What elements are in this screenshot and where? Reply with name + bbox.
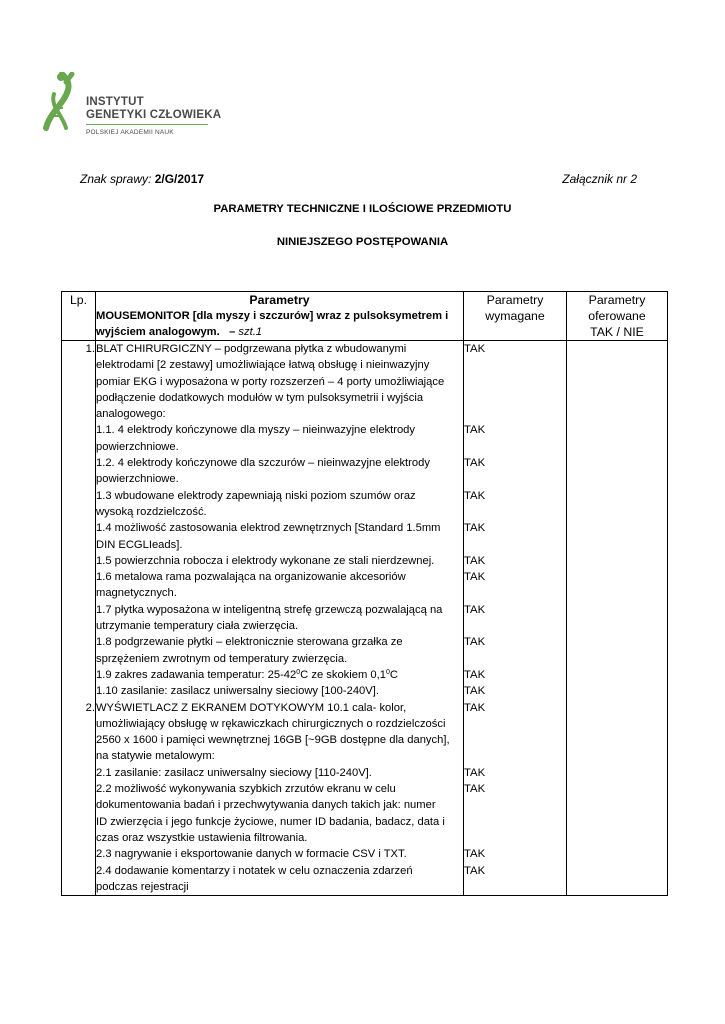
case-label: Znak sprawy:	[80, 172, 155, 186]
description-line: dokumentowania badań i przechwytywania danych takich jak: numer	[96, 799, 436, 812]
logo-divider	[86, 124, 208, 125]
description-line: na statywie metalowym:	[96, 750, 215, 763]
description-line: elektrodami [2 zestawy] umożliwiające łatwą obsługę i nieinwazyjny	[96, 359, 430, 372]
description-line: 2.2 możliwość wykonywania szybkich zrzutów ekranu w celu	[96, 783, 396, 796]
description-line: 1.6 metalowa rama pozwalająca na organizowanie akcesoriów	[96, 571, 406, 584]
required-value	[464, 504, 566, 520]
description-line: powierzchniowe.	[96, 473, 179, 486]
required-value: TAK	[464, 522, 486, 535]
required-value	[464, 651, 566, 667]
required-value	[464, 357, 566, 373]
required-value: TAK	[464, 685, 486, 698]
description-line: pomiar EKG i wyposażona w porty rozszerzeń – 4 porty umożliwiające	[96, 375, 445, 388]
required-value	[464, 814, 566, 830]
required-value	[464, 879, 566, 895]
description-line: podczas rejestracji	[96, 880, 189, 893]
row-numbers	[62, 341, 96, 896]
description-line: 1.3 wbudowane elektrody zapewniają niski poziom szumów oraz	[96, 489, 416, 502]
description-line: sprzężeniem zwrotnym od temperatury zwierzęcia.	[96, 652, 348, 665]
required-value: TAK	[464, 864, 486, 877]
offered-column	[567, 341, 668, 896]
row-number-1: 1.	[85, 343, 95, 355]
required-value: TAK	[464, 489, 486, 502]
required-value	[464, 471, 566, 487]
required-value	[464, 830, 566, 846]
dna-helix-icon	[42, 72, 82, 132]
description-line: 2.1 zasilanie: zasilacz uniwersalny sieciowy [110-240V].	[96, 766, 372, 779]
description-line: 1.10 zasilanie: zasilacz uniwersalny sieciowy [100-240V].	[96, 685, 379, 698]
attachment-label: Załącznik nr 2	[562, 172, 637, 186]
product-name: MOUSEMONITOR [dla myszy i szczurów] wraz z pulsoksymetrem i wyjściem analogowym. – szt.1	[96, 310, 449, 338]
description-line: analogowego:	[96, 408, 166, 421]
description-line: ID zwierzęcia i jego funkcje życiowe, numer ID badania, badacz, data i	[96, 815, 445, 828]
required-value	[464, 439, 566, 455]
description-line: 1.1. 4 elektrody kończynowe dla myszy – nieinwazyjne elektrody	[96, 424, 416, 437]
required-value	[464, 732, 566, 748]
required-value	[464, 390, 566, 406]
description-line: DIN ECGLIeads].	[96, 538, 183, 551]
required-value: TAK	[464, 668, 486, 681]
required-value	[464, 618, 566, 634]
required-value: TAK	[464, 701, 486, 714]
description-line: czas oraz wszystkie ustawienia filtrowania.	[96, 831, 308, 844]
description-line: magnetycznych.	[96, 587, 177, 600]
description-line: powierzchniowe.	[96, 440, 179, 453]
description-line: podłączenie dodatkowych modułów w tym pulsoksymetrii i wyjścia	[96, 391, 424, 404]
quantity: szt.1	[238, 326, 263, 338]
description-column	[96, 341, 464, 896]
col-header-parameters	[96, 292, 464, 341]
required-column	[464, 341, 567, 896]
description-line: utrzymanie temperatury ciała zwierzęcia.	[96, 620, 299, 633]
required-value: TAK	[464, 424, 486, 437]
logo-line-2: GENETYKI CZŁOWIEKA	[86, 109, 222, 121]
required-value: TAK	[464, 636, 486, 649]
required-value: TAK	[464, 571, 486, 584]
col-header-offered: Parametry oferowane TAK / NIE	[567, 292, 668, 341]
description-line: wysoką rozdzielczość.	[96, 505, 207, 518]
col-header-required: Parametry wymagane	[464, 292, 567, 341]
col-header-lp: Lp.	[62, 292, 96, 341]
description-line: 1.7 płytka wyposażona w inteligentną strefę grzewczą pozwalającą na	[96, 603, 443, 616]
required-value: TAK	[464, 457, 486, 470]
required-value	[464, 374, 566, 390]
description-line: 2.3 nagrywanie i eksportowanie danych w formacie CSV i TXT.	[96, 848, 407, 861]
description-line: BLAT CHIRURGICZNY – podgrzewana płytka z wbudowanymi	[96, 343, 407, 355]
row-number-2: 2.	[85, 701, 95, 714]
logo-line-3: POLSKIEJ AKADEMII NAUK	[86, 129, 174, 136]
required-value	[464, 797, 566, 813]
case-reference	[80, 172, 204, 186]
description-line: 1.2. 4 elektrody kończynowe dla szczurów – nieinwazyjne elektrody	[96, 457, 430, 470]
required-value	[464, 537, 566, 553]
description-line: umożliwiający obsługę w rękawiczkach chirurgicznych o rozdzielczości	[96, 717, 446, 730]
logo-line-1: INSTYTUT	[86, 96, 144, 108]
description-line: 2.4 dodawanie komentarzy i notatek w celu oznaczenia zdarzeń	[96, 864, 413, 877]
table-header-row	[62, 292, 668, 341]
description-line: 1.5 powierzchnia robocza i elektrody wykonane ze stali nierdzewnej.	[96, 554, 435, 567]
description-line: 1.4 możliwość zastosowania elektrod zewnętrznych [Standard 1.5mm	[96, 522, 441, 535]
required-value	[464, 585, 566, 601]
required-value: TAK	[464, 766, 486, 779]
description-line: 1.8 podgrzewanie płytki – elektronicznie sterowana grzałka ze	[96, 636, 403, 649]
description-line: 2560 x 1600 i pamięci wewnętrznej 16GB [~9GB dostępne dla danych],	[96, 734, 450, 747]
parameters-title: Parametry	[249, 293, 310, 307]
institute-logo	[42, 72, 242, 134]
document-title-line-2: NINIEJSZEGO POSTĘPOWANIA	[276, 236, 449, 248]
parameters-table	[61, 291, 668, 896]
description-line: 1.9 zakres zadawania temperatur: $25-42^0C$ ze skokiem $0,1^0C$	[96, 668, 398, 681]
description-line: WYŚWIETLACZ Z EKRANEM DOTYKOWYM 10.1 cala- kolor,	[96, 701, 407, 714]
required-value: TAK	[464, 783, 486, 796]
required-value: TAK	[464, 343, 486, 355]
required-value	[464, 748, 566, 764]
required-value: TAK	[464, 603, 486, 616]
table-body-row	[62, 341, 668, 896]
case-number: 2/G/2017	[154, 172, 205, 186]
required-value: TAK	[464, 554, 486, 567]
required-value	[464, 716, 566, 732]
required-value: TAK	[464, 848, 486, 861]
document-title-line-1: PARAMETRY TECHNICZNE I ILOŚCIOWE PRZEDMIOTU	[213, 203, 512, 215]
required-value	[464, 406, 566, 422]
